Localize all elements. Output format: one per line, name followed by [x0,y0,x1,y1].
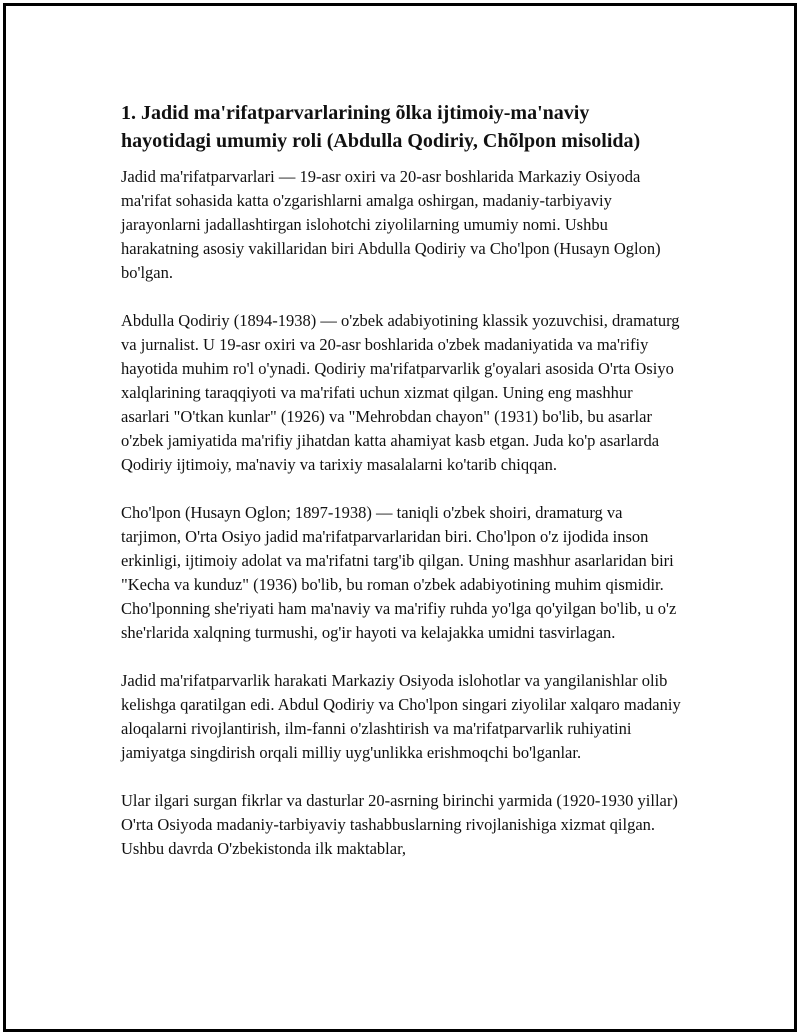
paragraph-jadid-movement: Jadid ma'rifatparvarlik harakati Markaziy Osiyoda islohotlar va yangilanishlar olib kelishga qaratilgan edi. Abdul Qodiriy va Cho'lpon singari ziyolilar xalqaro madaniy aloqalarni rivojlantirish, ilm-fanni o'zlashtirish va ma'rifatparvarlik ruhiyatini jamiyatga singdirish orqali milliy uyg'unlikka erishmoqchi bo'lganlar. [121,671,681,762]
paragraph-jadid-intro: Jadid ma'rifatparvarlari — 19-asr oxiri va 20-asr boshlarida Markaziy Osiyoda ma'rifat sohasida katta o'zgarishlarni amalga oshirgan, madaniy-tarbiyaviy jarayonlarni jadallashtirgan islohotchi ziyolilarning umumiy nomi. Ushbu harakatning asosiy vakillaridan biri Abdulla Qodiriy va Cho'lpon (Husayn Oglon) bo'lgan. [121,167,661,282]
page-frame [3,3,797,1032]
paragraph-cholpon: Cho'lpon (Husayn Oglon; 1897-1938) — taniqli o'zbek shoiri, dramaturg va tarjimon, O'rta Osiyo jadid ma'rifatparvarlaridan biri. Cho'lpon o'z ijodida inson erkinligi, ijtimoiy adolat va ma'rifatni targ'ib qilgan. Uning mashhur asarlaridan biri "Kecha va kunduz" (1936) bo'lib, bu roman o'zbek adabiyotining muhim qismidir. Cho'lponning she'riyati ham ma'naviy va ma'rifiy ruhda yo'lga qo'yilgan bo'lib, u o'z she'rlarida xalqning turmushi, og'ir hayoti va kelajakka umidni tasvirlagan. [121,503,677,642]
document-body [121,99,681,885]
paragraph-ideas-legacy: Ular ilgari surgan fikrlar va dasturlar 20-asrning birinchi yarmida (1920-1930 yillar) O'rta Osiyoda madaniy-tarbiyaviy tashabbuslarning rivojlanishiga xizmat qilgan. Ushbu davrda O'zbekistonda ilk maktablar, [121,791,678,858]
section-heading: 1. Jadid ma'rifatparvarlarining õlka ijtimoiy-ma'naviy hayotidagi umumiy roli (Abdulla Qodiriy, Chõlpon misolida) [121,102,641,152]
paragraph-qodiriy: Abdulla Qodiriy (1894-1938) — o'zbek adabiyotining klassik yozuvchisi, dramaturg va jurnalist. U 19-asr oxiri va 20-asr boshlarida o'zbek madaniyatida va ma'rifiy hayotida muhim ro'l o'ynadi. Qodiriy ma'rifatparvarlik g'oyalari asosida O'rta Osiyo xalqlarining taraqqiyoti va ma'rifati uchun xizmat qilgan. Uning eng mashhur asarlari "O'tkan kunlar" (1926) va "Mehrobdan chayon" (1931) bo'lib, bu asarlar o'zbek jamiyatida ma'rifiy jihatdan katta ahamiyat kasb etgan. Juda ko'p asarlarda Qodiriy ijtimoiy, ma'naviy va tarixiy masalalarni ko'tarib chiqqan. [121,311,680,474]
